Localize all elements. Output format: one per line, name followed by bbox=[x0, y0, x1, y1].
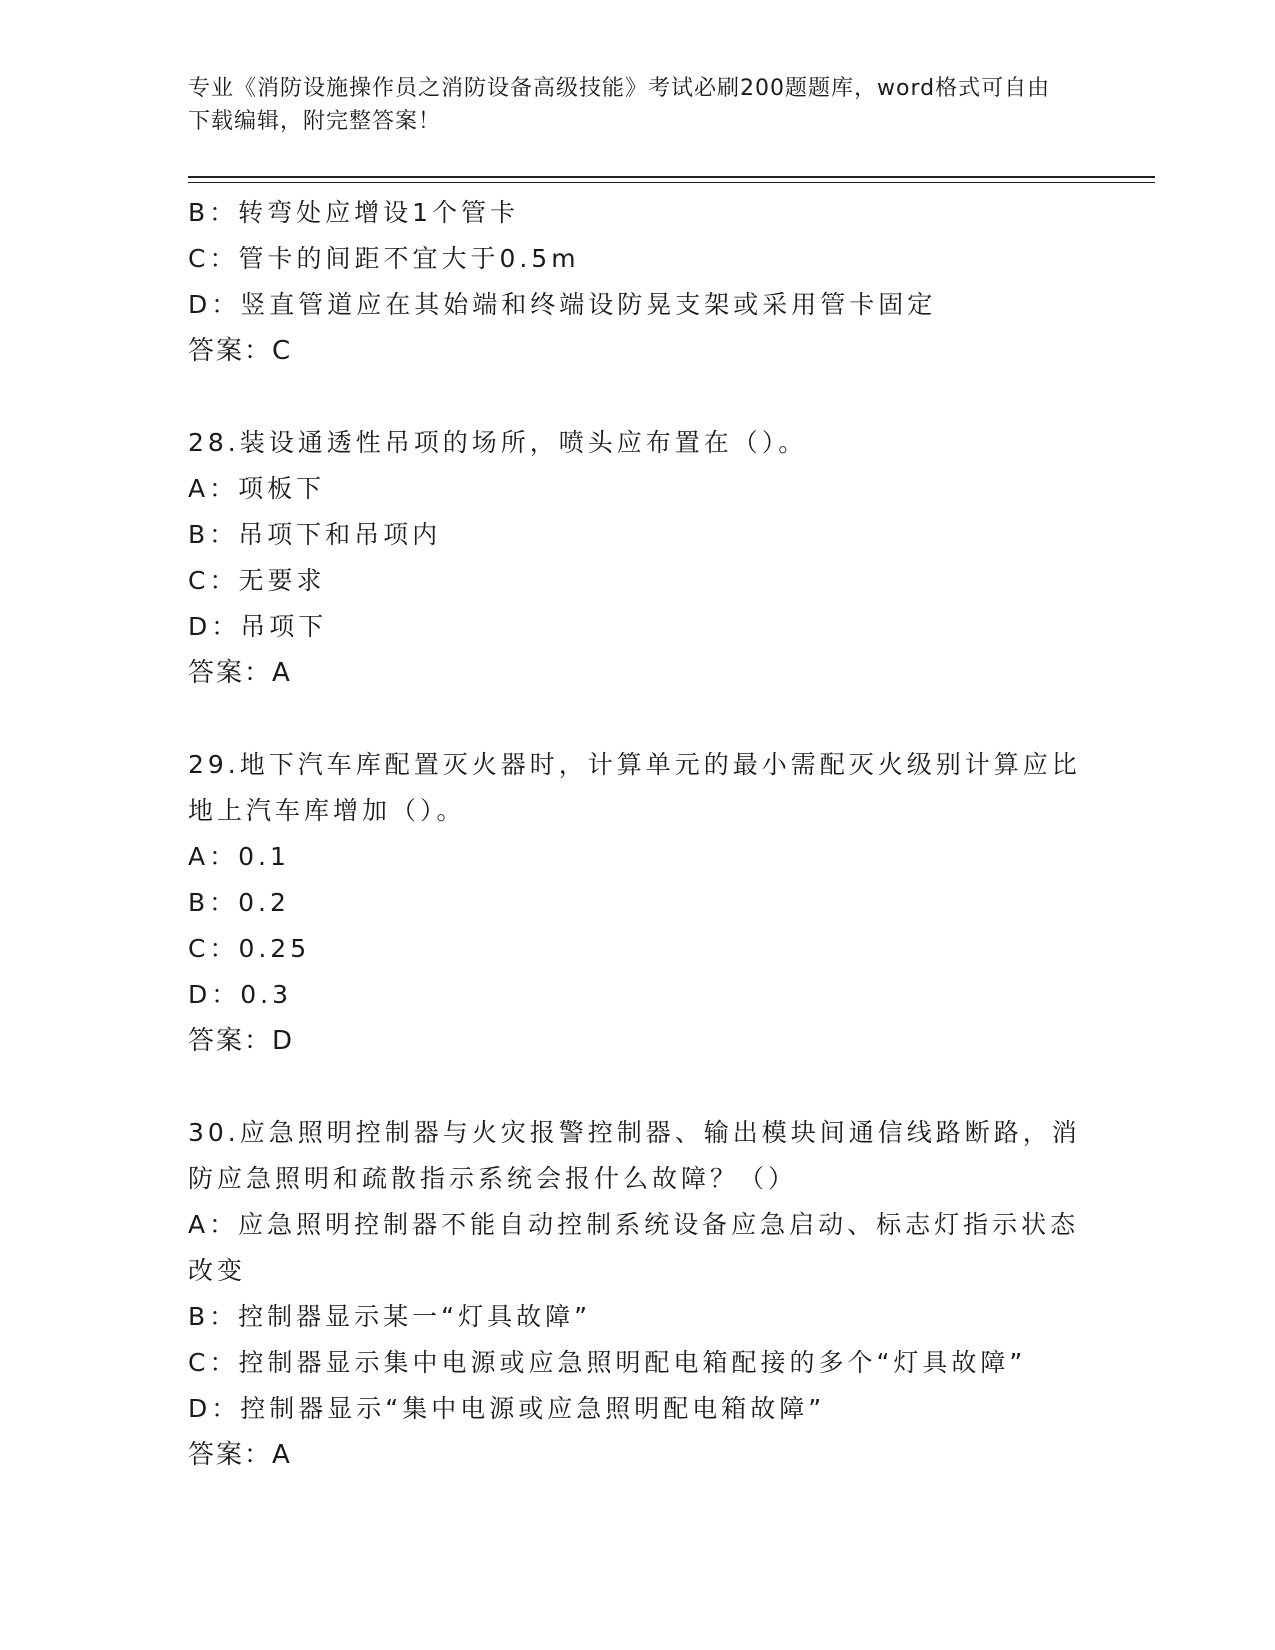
answer-value: A bbox=[272, 658, 292, 688]
answer-line bbox=[188, 328, 1088, 374]
question-29 bbox=[188, 742, 1088, 1064]
option-d: D：控制器显示“集中电源或应急照明配电箱故障” bbox=[188, 1394, 826, 1423]
option-d: D：吊项下 bbox=[188, 612, 328, 641]
question-content bbox=[188, 190, 1088, 1478]
option-d: D：0.3 bbox=[188, 980, 293, 1009]
option-d: D：竖直管道应在其始端和终端设防晃支架或采用管卡固定 bbox=[188, 290, 937, 319]
carryover-question bbox=[188, 190, 1088, 374]
answer-line bbox=[188, 650, 1088, 696]
option-a: A：0.1 bbox=[188, 842, 290, 871]
document-header bbox=[188, 72, 1068, 138]
answer-label: 答案： bbox=[188, 1026, 273, 1056]
option-c: C：0.25 bbox=[188, 934, 311, 963]
option-c: C：控制器显示集中电源或应急照明配电箱配接的多个“灯具故障” bbox=[188, 1348, 1027, 1377]
option-c: C：无要求 bbox=[188, 566, 326, 595]
answer-value: A bbox=[272, 1440, 292, 1470]
option-b: B：0.2 bbox=[188, 888, 290, 917]
answer-value: C bbox=[272, 336, 293, 366]
header-text: 专业《消防设施操作员之消防设备高级技能》考试必刷200题题库，word格式可自由下载编辑，附完整答案！ bbox=[188, 76, 1051, 134]
answer-line bbox=[188, 1018, 1088, 1064]
question-stem: 30.应急照明控制器与火灾报警控制器、输出模块间通信线路断路，消防应急照明和疏散指示系统会报什么故障？（） bbox=[188, 1118, 1081, 1193]
option-c: C：管卡的间距不宜大于0.5m bbox=[188, 244, 580, 273]
option-b: B：转弯处应增设1个管卡 bbox=[188, 198, 520, 227]
header-divider-thick bbox=[188, 176, 1155, 178]
option-b: B：吊项下和吊项内 bbox=[188, 520, 442, 549]
question-stem: 29.地下汽车库配置灭火器时，计算单元的最小需配灭火级别计算应比地上汽车库增加（）。 bbox=[188, 750, 1081, 825]
question-28 bbox=[188, 420, 1088, 696]
option-b: B：控制器显示某一“灯具故障” bbox=[188, 1302, 592, 1331]
answer-label: 答案： bbox=[188, 1440, 273, 1470]
answer-line bbox=[188, 1432, 1088, 1478]
answer-label: 答案： bbox=[188, 658, 273, 688]
header-divider-thin bbox=[188, 182, 1155, 183]
answer-value: D bbox=[272, 1026, 295, 1056]
option-a: A：项板下 bbox=[188, 474, 326, 503]
option-a: A：应急照明控制器不能自动控制系统设备应急启动、标志灯指示状态改变 bbox=[188, 1210, 1080, 1285]
question-stem: 28.装设通透性吊项的场所，喷头应布置在（）。 bbox=[188, 428, 808, 457]
question-30 bbox=[188, 1110, 1088, 1478]
answer-label: 答案： bbox=[188, 336, 273, 366]
